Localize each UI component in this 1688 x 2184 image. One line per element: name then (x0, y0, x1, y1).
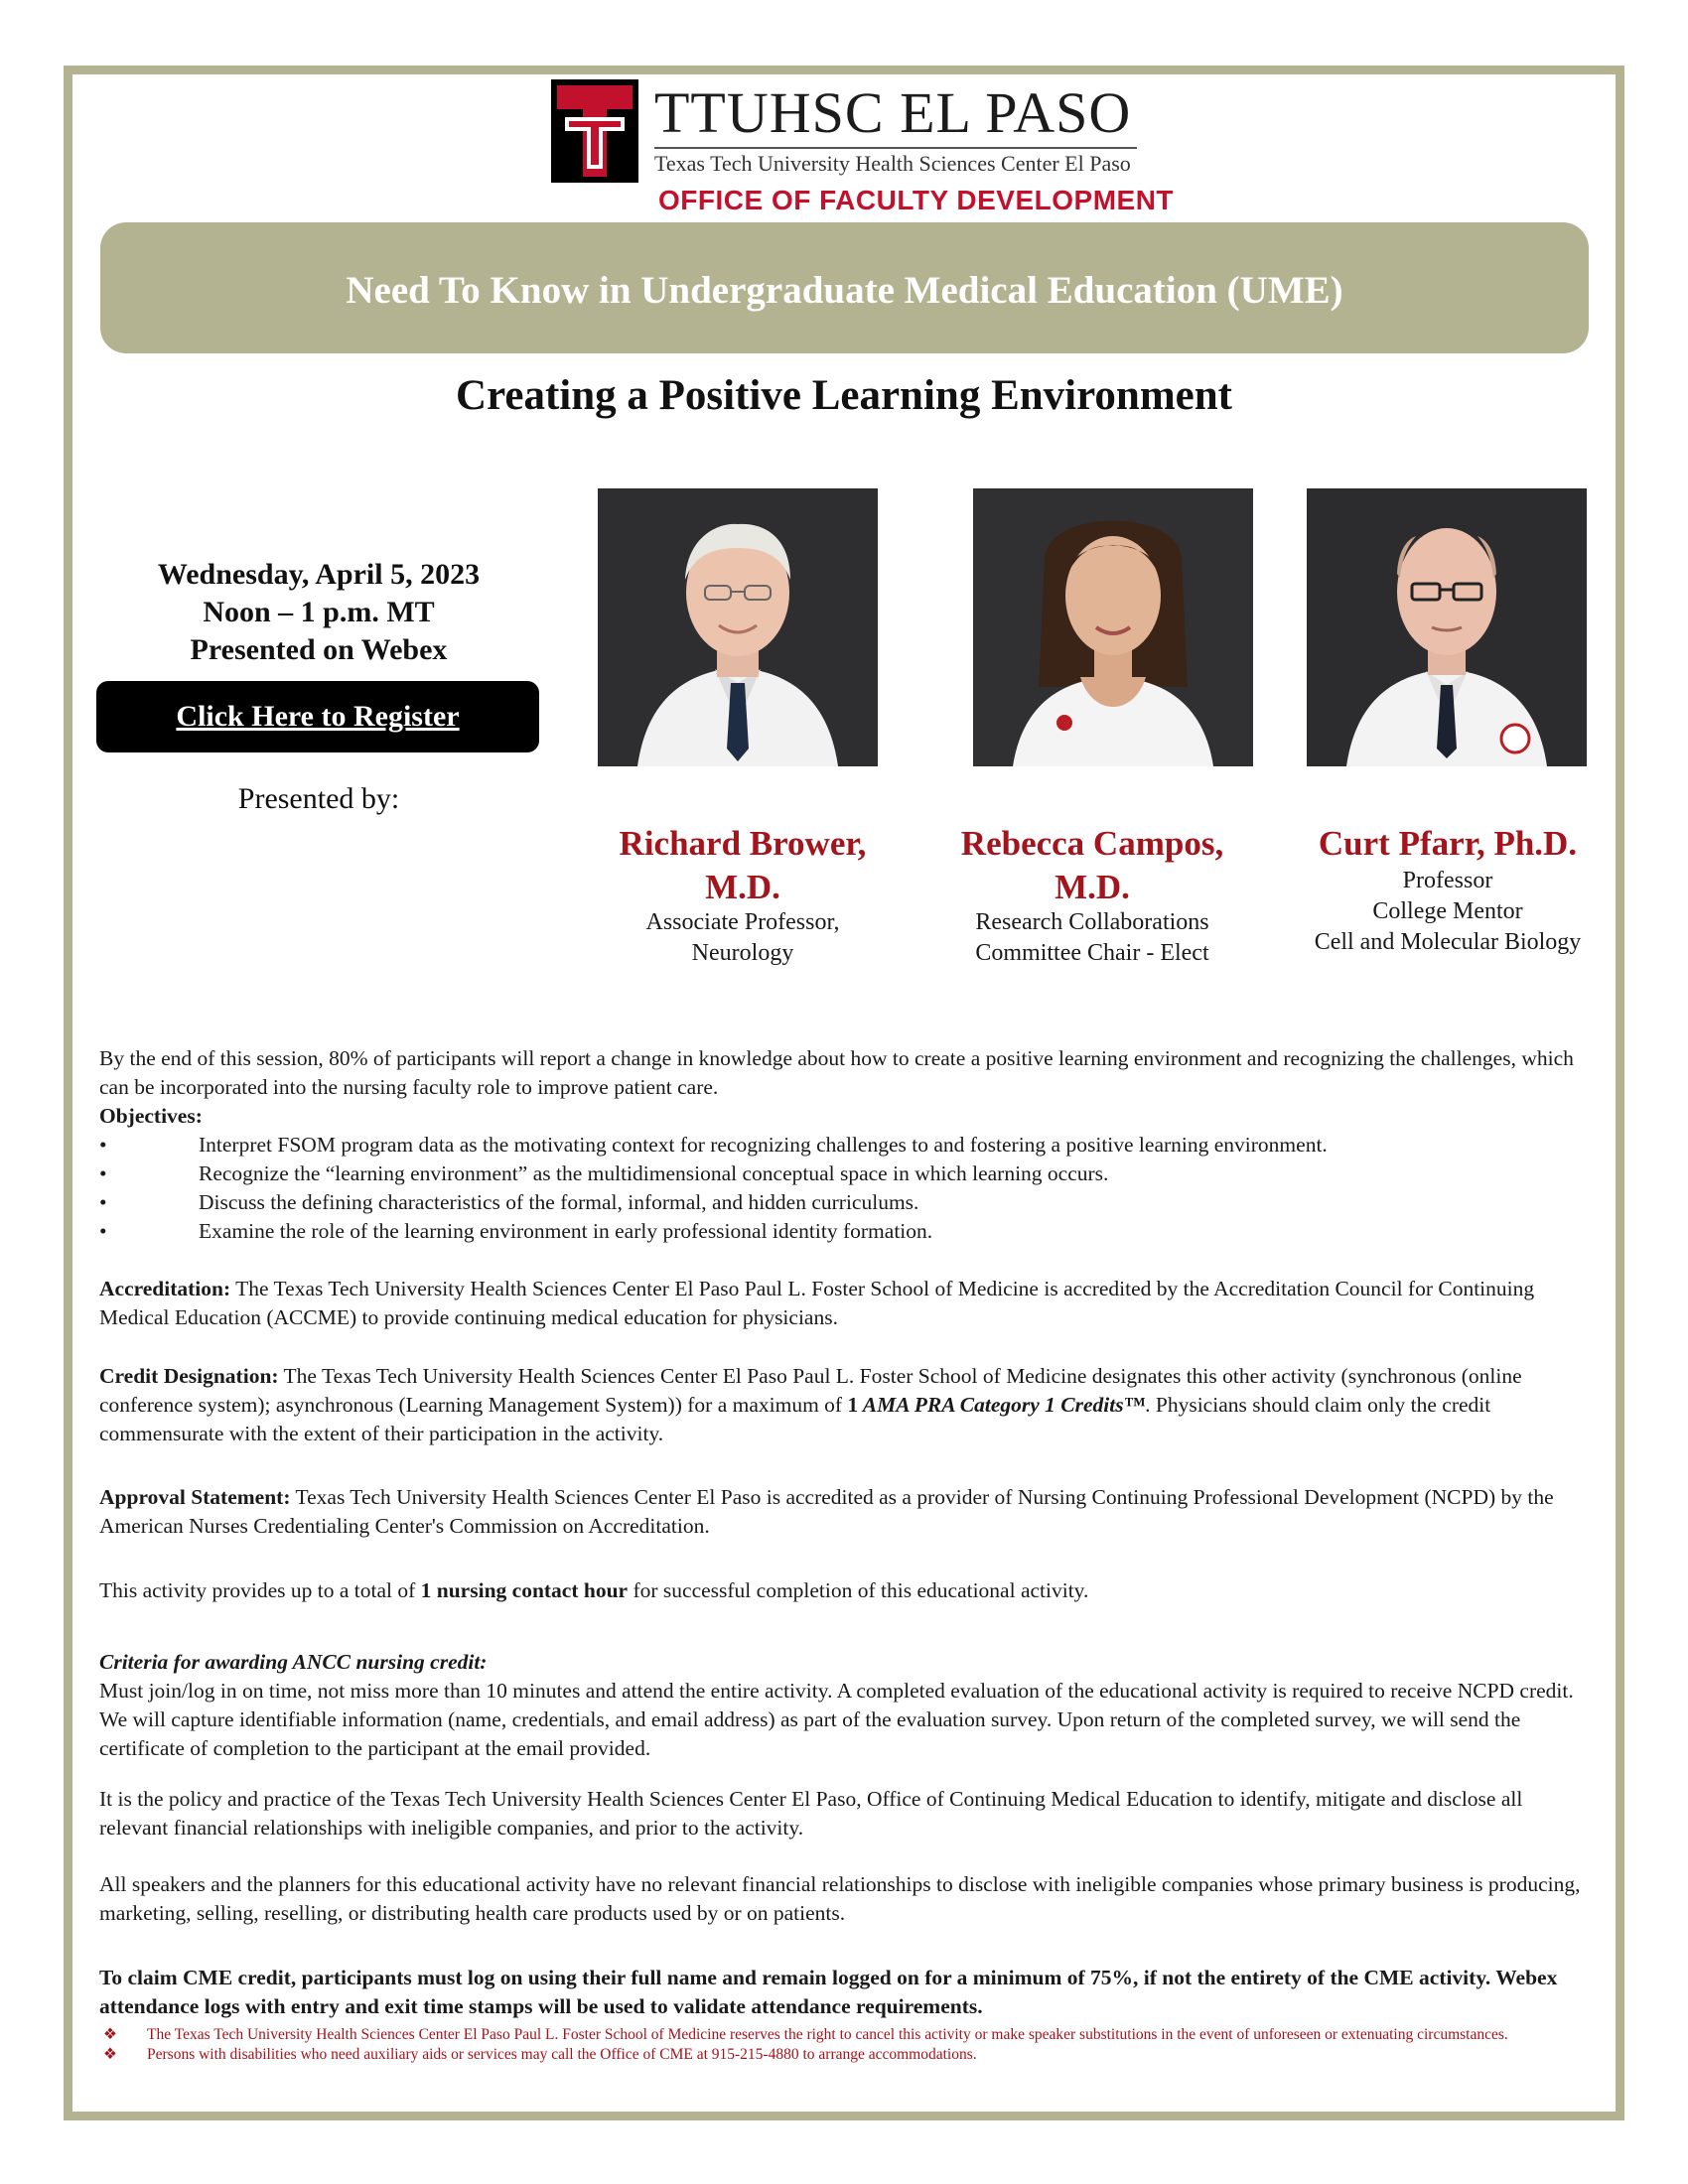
claim-section: To claim CME credit, participants must log on using their full name and remain logged on for a minimum of 75%, if not the entirety of the CME activity. Webex attendance logs with entry and exit time stamps will be used to validate attendance requirements. (99, 1966, 1558, 2018)
outcome-text: By the end of this session, 80% of participants will report a change in knowledge about how to create a positive learning environment and recognizing the challenges, which can be incorporated into the nursing faculty role to improve patient care. (99, 1046, 1574, 1099)
policy-section: It is the policy and practice of the Texas Tech University Health Sciences Center El Paso, Office of Continuing Medical Education to identify, mitigate and disclose all relevant financial relationships with ineligible companies, and prior to the activity. (99, 1787, 1523, 1840)
accreditation-text: The Texas Tech University Health Sciences Center El Paso Paul L. Foster School of Medicine is accredited by the Accreditation Council for Continuing Medical Education (ACCME) to provide continuing medical education for physicians. (99, 1277, 1535, 1329)
speaker-photo-curt-pfarr (1307, 488, 1587, 766)
list-item: ❖ The Texas Tech University Health Sciences Center El Paso Paul L. Foster School of Medicine reserves the right to cancel this activity or make speaker substitutions in the event of unforeseen or extenuating circumstances. (103, 2026, 1508, 2043)
event-platform: Presented on Webex (190, 633, 448, 666)
title-banner (100, 222, 1589, 353)
diamond-bullet-icon: ❖ (103, 2046, 117, 2063)
speaker-role-richard-brower: Associate Professor, Neurology (645, 909, 840, 966)
portrait-icon (973, 488, 1253, 766)
portrait-icon (598, 488, 878, 766)
list-item: • Discuss the defining characteristics of the formal, informal, and hidden curriculums. (99, 1190, 919, 1214)
list-item: ❖ Persons with disabilities who need auxiliary aids or services may call the Office of CME at 915-215-4880 to arrange accommodations. (103, 2046, 977, 2063)
disclosure-section: All speakers and the planners for this educational activity have no relevant financial relationships to disclose with ineligible companies whose primary business is producing, marketing, selling, reselling, or distributing health care products used by or on patients. (99, 1872, 1581, 1925)
logo-subtitle: Texas Tech University Health Sciences Center El Paso (654, 151, 1131, 176)
speaker-photo-rebecca-campos (973, 488, 1253, 766)
speaker-name-curt-pfarr: Curt Pfarr, Ph.D. (1318, 824, 1578, 863)
portrait-icon (1307, 488, 1587, 766)
objectives-heading: Objectives: (99, 1104, 203, 1128)
criteria-heading: Criteria for awarding ANCC nursing credit: (99, 1650, 488, 1674)
diamond-bullet-icon: ❖ (103, 2026, 117, 2043)
list-item: • Recognize the “learning environment” as the multidimensional conceptual space in which learning occurs. (99, 1161, 1109, 1185)
office-name: OFFICE OF FACULTY DEVELOPMENT (658, 185, 1175, 215)
contact-hour-section: This activity provides up to a total of 1 nursing contact hour for successful completion of this educational activity. (99, 1578, 1089, 1602)
event-details (95, 556, 542, 669)
approval-section: Approval Statement: Texas Tech University Health Sciences Center El Paso is accredited as a provider of Nursing Continuing Professional Development (NCPD) by the American Nurses Credentialing Center's Commission on Accreditation. (99, 1485, 1554, 1538)
credit-label: Credit Designation: (99, 1364, 279, 1388)
double-t-logo-icon (551, 79, 638, 183)
logo-divider (654, 147, 1137, 149)
learning-outcome (99, 1044, 1589, 1246)
credit-designation-section: Credit Designation: The Texas Tech University Health Sciences Center El Paso Paul L. Foster School of Medicine designates this other activity (synchronous (online conference system); asynchronous (Learning Management System)) for a maximum of 1 AMA PRA Category 1 Credits™. Physicians should claim only the credit commensurate with the extent of their participation in the activity. (99, 1364, 1522, 1445)
speaker-name-richard-brower: Richard Brower, M.D. (619, 824, 867, 906)
logo-title: TTUHSC EL PASO (654, 80, 1132, 145)
accreditation-label: Accreditation: (99, 1277, 231, 1300)
list-item: • Interpret FSOM program data as the motivating context for recognizing challenges to and fostering a positive learning environment. (99, 1133, 1328, 1157)
criteria-text: Must join/log in on time, not miss more than 10 minutes and attend the entire activity. A completed evaluation of the educational activity is required to receive NCPD credit. We will capture identifiable information (name, credentials, and email address) as part of the evaluation survey. Upon return of the completed survey, we will send the certificate of completion to the participant at the email provided. (99, 1679, 1574, 1760)
register-button[interactable]: Click Here to Register (96, 681, 539, 752)
objectives-list (99, 1131, 1589, 1246)
criteria-section (99, 1648, 1589, 1763)
accreditation-section (99, 1275, 1589, 1332)
speaker-role-rebecca-campos: Research Collaborations Committee Chair - Elect (975, 909, 1209, 966)
approval-label: Approval Statement: (99, 1485, 291, 1509)
speaker-name-rebecca-campos: Rebecca Campos, M.D. (960, 824, 1224, 906)
speaker-role-curt-pfarr: Professor College Mentor Cell and Molecular Biology (1314, 868, 1582, 955)
credit-name: AMA PRA Category 1 Credits™ (858, 1393, 1146, 1417)
ttuhsc-logo (551, 79, 1175, 218)
footnotes (99, 2025, 1589, 2065)
speaker-photo-richard-brower (598, 488, 878, 766)
list-item: • Examine the role of the learning environment in early professional identity formation. (99, 1219, 933, 1243)
event-time: Noon – 1 p.m. MT (203, 596, 435, 628)
event-date: Wednesday, April 5, 2023 (157, 558, 481, 591)
banner-title: Need To Know in Undergraduate Medical Education (UME) (346, 269, 1343, 312)
presented-by-label: Presented by: (237, 782, 400, 815)
session-title: Creating a Positive Learning Environment (456, 372, 1232, 419)
